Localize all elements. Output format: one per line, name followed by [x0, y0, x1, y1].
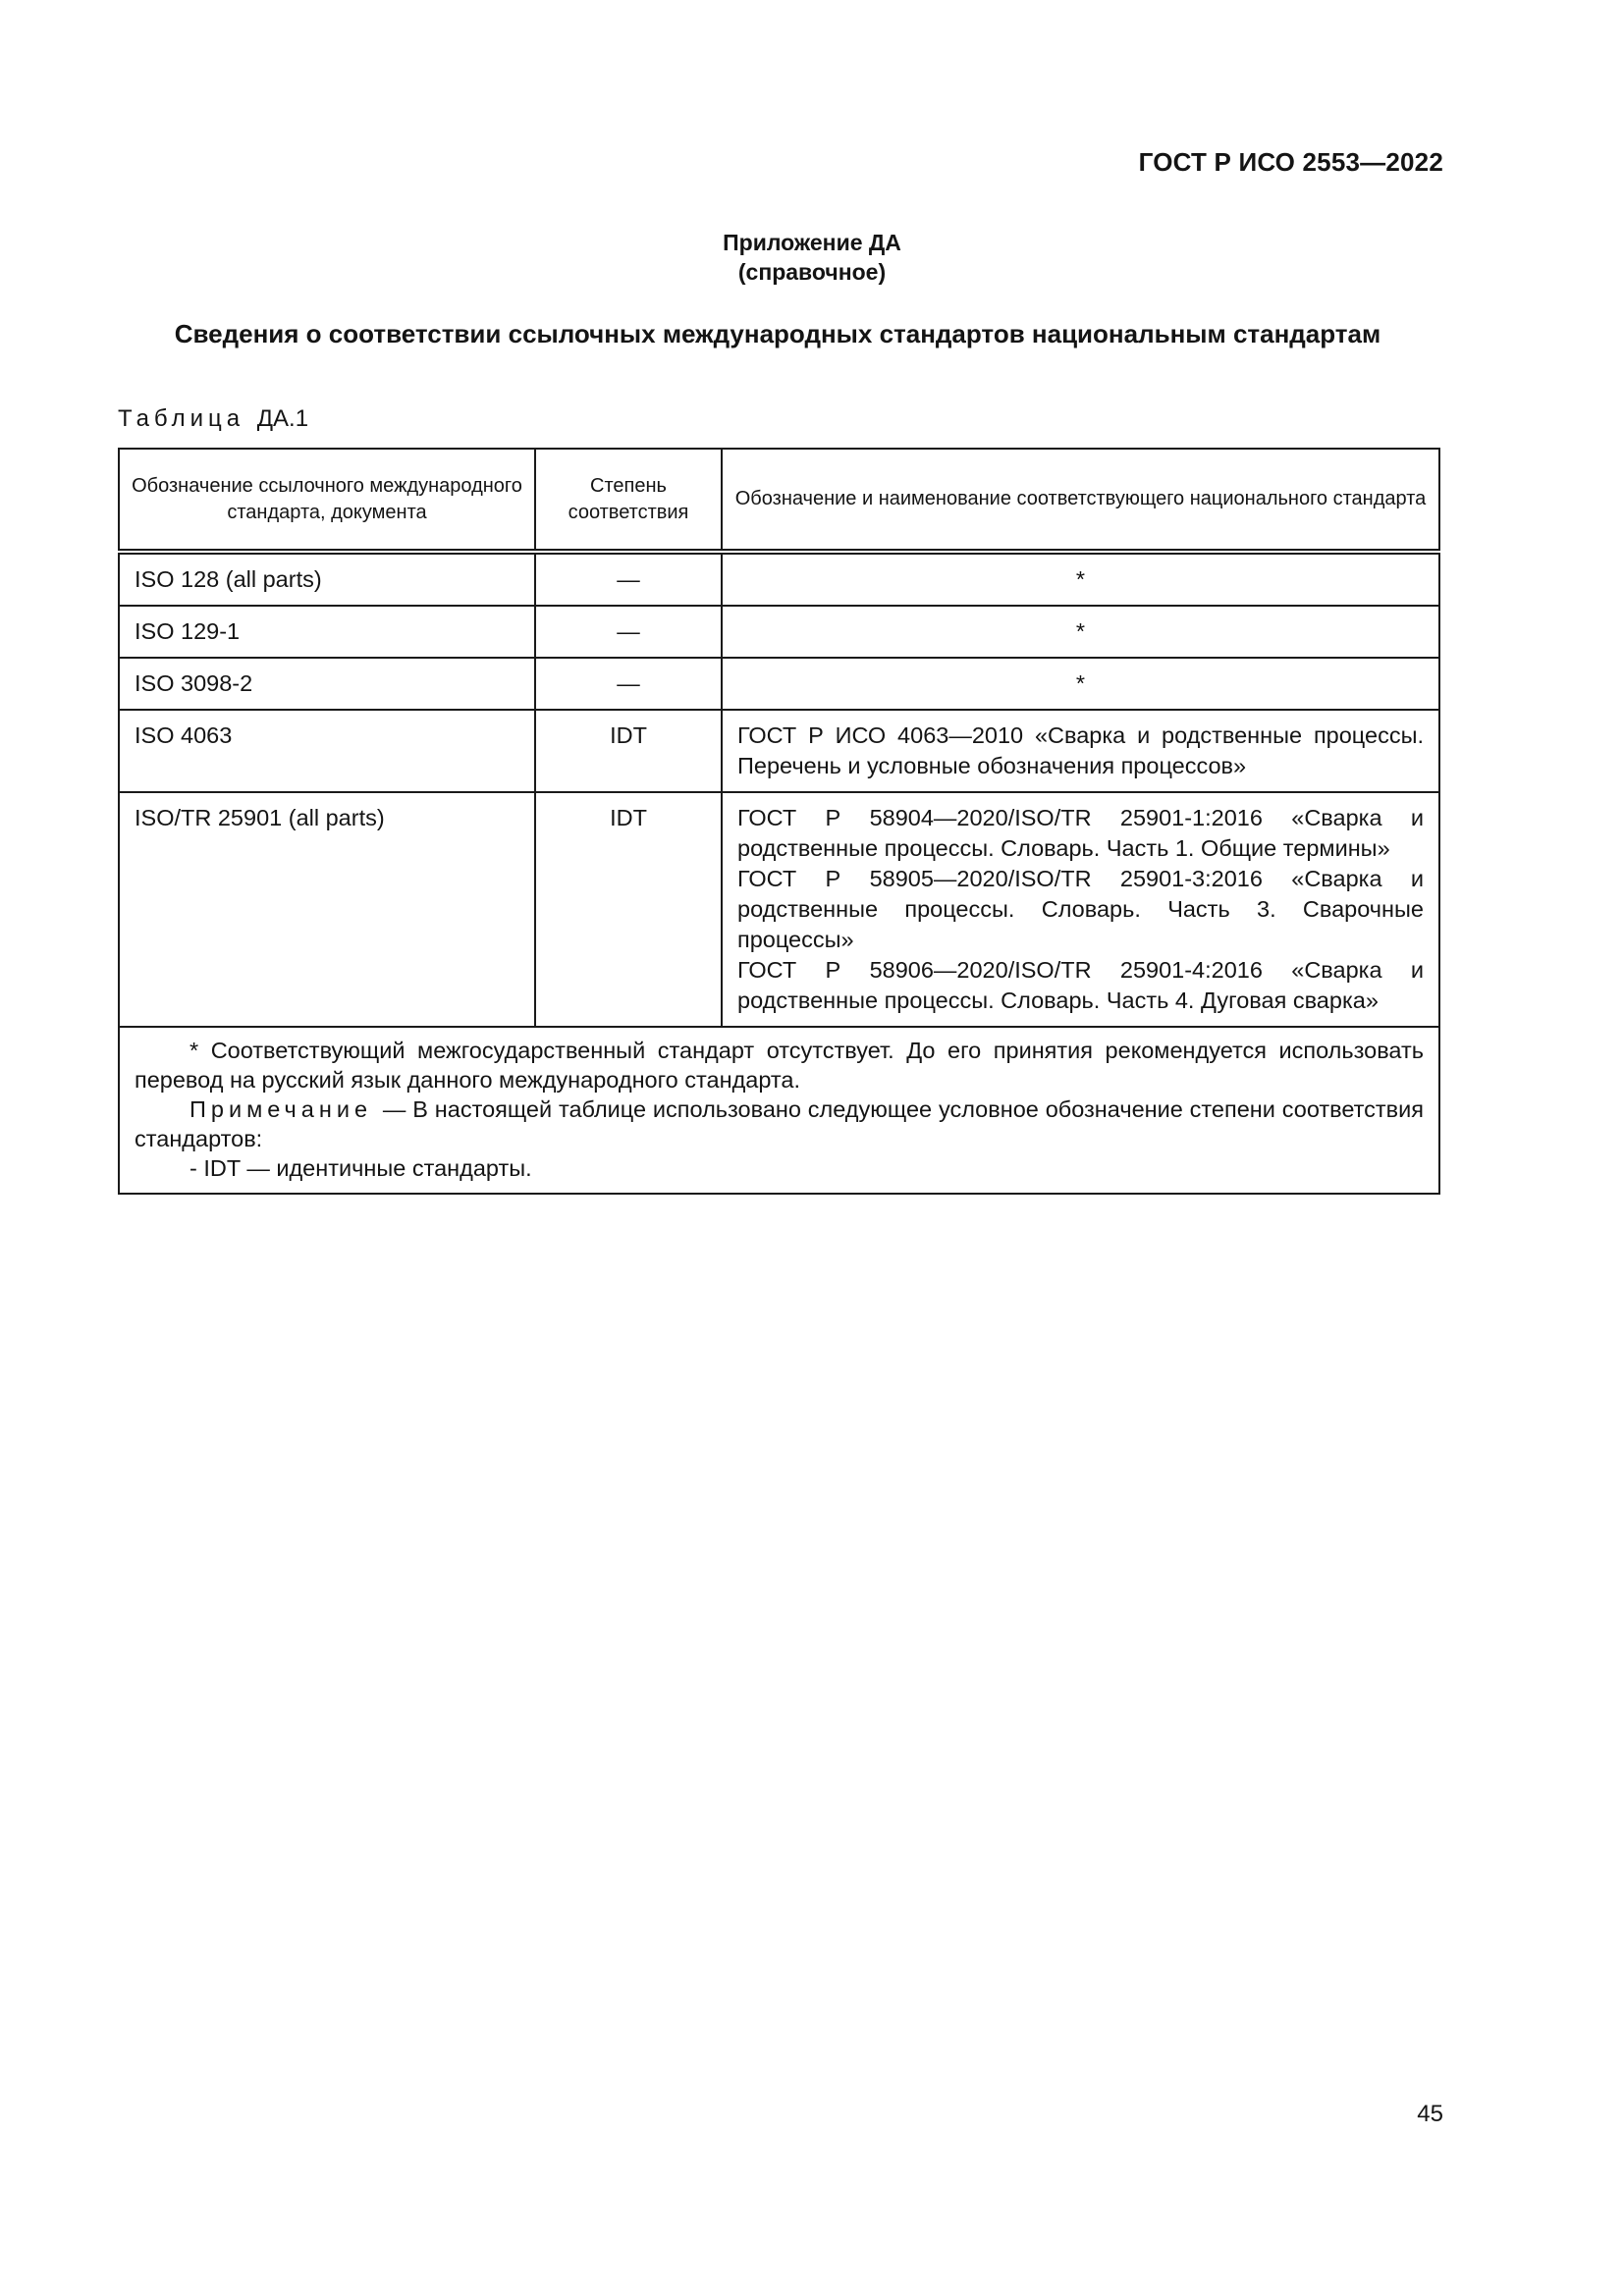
- table-footnote: [119, 1027, 1439, 1194]
- column-header-degree: Степень соответствия: [535, 449, 722, 552]
- cell-degree: —: [535, 606, 722, 658]
- cell-national: [722, 792, 1439, 1027]
- table-row: [119, 792, 1439, 1027]
- table-row: [119, 552, 1439, 606]
- note-text: — В настоящей таблице использовано следующее условное обозначение степени соответствия стандартов:: [135, 1096, 1425, 1151]
- annex-title: Приложение ДА: [723, 230, 901, 255]
- national-standard-entry: ГОСТ Р 58906—2020/ISO/TR 25901-4:2016 «Сварка и родственные процессы. Словарь. Часть 4. Дуговая сварка»: [737, 957, 1424, 1013]
- table-header-row: [119, 449, 1439, 552]
- cell-national: ГОСТ Р ИСО 4063—2010 «Сварка и родственные процессы. Перечень и условные обозначения процессов»: [722, 710, 1439, 792]
- cell-designation: ISO 128 (all parts): [119, 552, 535, 606]
- column-header-national: Обозначение и наименование соответствующего национального стандарта: [722, 449, 1439, 552]
- table-row: [119, 606, 1439, 658]
- cell-national: *: [722, 552, 1439, 606]
- table-caption-label: Таблица: [118, 405, 245, 432]
- document-designation: ГОСТ Р ИСО 2553—2022: [1138, 147, 1443, 177]
- cell-designation: ISO 4063: [119, 710, 535, 792]
- cell-degree: —: [535, 658, 722, 710]
- annex-subtitle: (справочное): [737, 259, 887, 285]
- note-label: Примечание: [189, 1096, 373, 1122]
- national-standard-entry: ГОСТ Р 58905—2020/ISO/TR 25901-3:2016 «Сварка и родственные процессы. Словарь. Часть 3. Сварочные процессы»: [737, 866, 1424, 952]
- national-standard-entry: ГОСТ Р 58904—2020/ISO/TR 25901-1:2016 «Сварка и родственные процессы. Словарь. Часть 1. Общие термины»: [737, 805, 1424, 861]
- section-title: Сведения о соответствии ссылочных международных стандартов национальным стандартам: [174, 319, 1381, 348]
- cell-degree: IDT: [535, 710, 722, 792]
- cell-designation: ISO/TR 25901 (all parts): [119, 792, 535, 1027]
- table-row: [119, 658, 1439, 710]
- cell-national: *: [722, 658, 1439, 710]
- annex-heading: [0, 228, 1624, 287]
- cell-designation: ISO 129-1: [119, 606, 535, 658]
- cell-degree: —: [535, 552, 722, 606]
- column-header-designation: Обозначение ссылочного международного стандарта, документа: [119, 449, 535, 552]
- standards-table: [118, 448, 1440, 1195]
- page-number: 45: [1417, 2101, 1443, 2127]
- cell-designation: ISO 3098-2: [119, 658, 535, 710]
- table-footnote-row: [119, 1027, 1439, 1194]
- table-note: [135, 1095, 1424, 1153]
- cell-degree: IDT: [535, 792, 722, 1027]
- table-caption-number: ДА.1: [256, 405, 309, 432]
- table-caption: [118, 405, 308, 433]
- table-row: [119, 710, 1439, 792]
- note-item: - IDT — идентичные стандарты.: [189, 1155, 532, 1181]
- cell-national: *: [722, 606, 1439, 658]
- footnote-star: * Соответствующий межгосударственный стандарт отсутствует. До его принятия рекомендуется использовать перевод на русский язык данного международного стандарта.: [135, 1038, 1424, 1093]
